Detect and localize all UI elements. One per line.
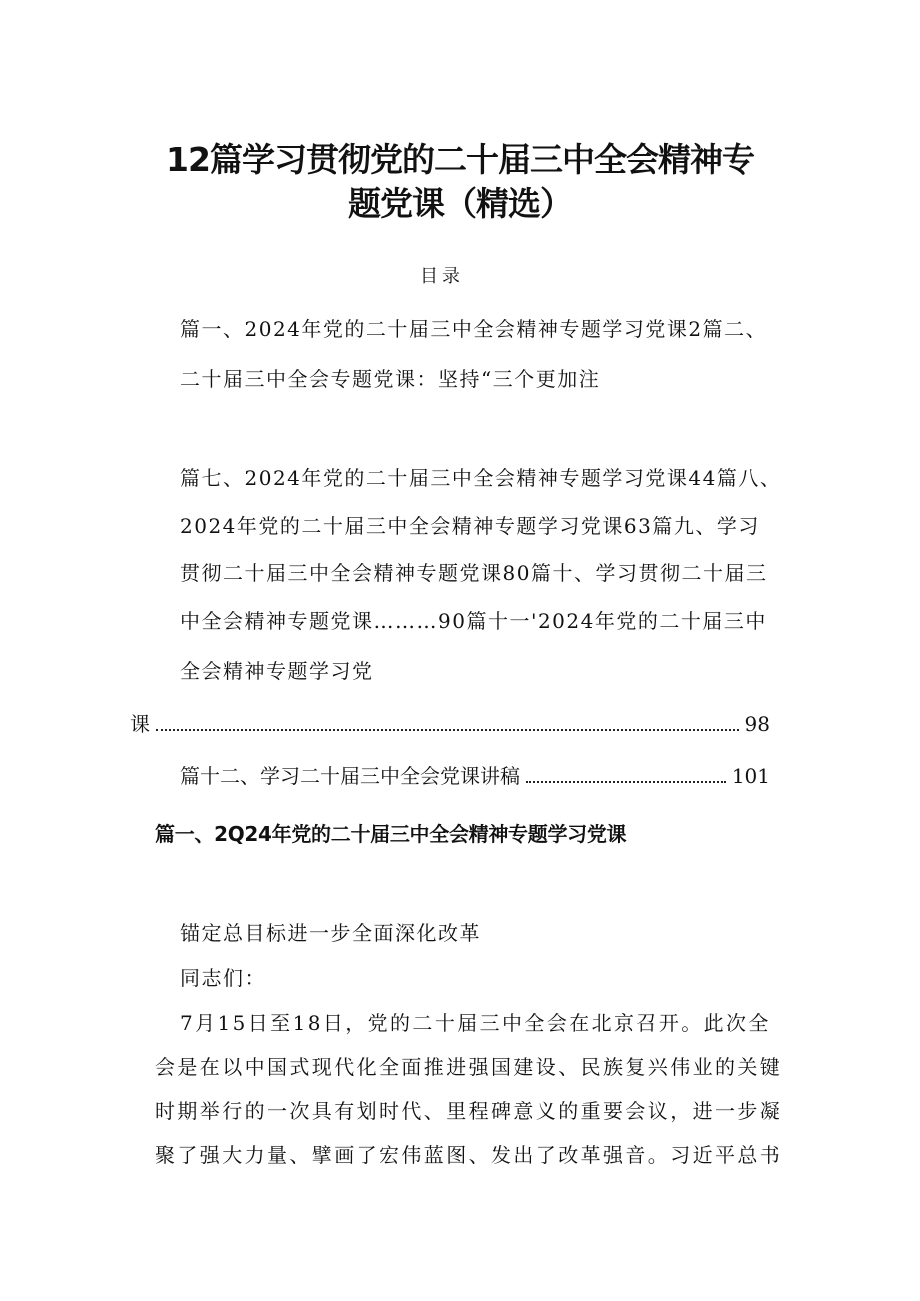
toc-entry-page: 101 <box>731 764 770 788</box>
toc-line: 贯彻二十届三中全会精神专题党课80篇十、学习贯彻二十届三 <box>180 561 768 585</box>
toc-leader-dots <box>156 729 739 731</box>
body-line: 会是在以中国式现代化全面推进强国建设、民族复兴伟业的关键 <box>155 1055 783 1079</box>
section-heading: 篇一、2Q24年党的二十届三中全会精神专题学习党课 <box>155 822 627 846</box>
toc-line: 二十届三中全会专题党课：坚持“三个更加注 <box>180 367 601 391</box>
toc-entry-label: 课 <box>130 712 150 736</box>
title-line-2: 题党课（精选） <box>348 184 572 223</box>
toc-line: 2024年党的二十届三中全会精神专题学习党课63篇九、学习 <box>180 514 760 538</box>
toc-entry <box>180 760 770 789</box>
body-line: 7月15日至18日，党的二十届三中全会在北京召开。此次全 <box>180 1011 771 1035</box>
document-title <box>150 138 770 226</box>
body-line: 聚了强大力量、擘画了宏伟蓝图、发出了改革强音。习近平总书 <box>155 1143 783 1167</box>
toc-line: 篇七、2024年党的二十届三中全会精神专题学习党课44篇八、 <box>180 466 782 490</box>
toc-line: 篇一、2024年党的二十届三中全会精神专题学习党课2篇二、 <box>180 317 768 341</box>
toc-line: 中全会精神专题党课………90篇十一'2024年党的二十届三中 <box>180 609 767 633</box>
toc-entry <box>130 708 770 737</box>
body-line: 时期举行的一次具有划时代、里程碑意义的重要会议，进一步凝 <box>155 1099 783 1123</box>
toc-entry-page: 98 <box>744 712 770 736</box>
toc-entry-label: 篇十二、学习二十届三中全会党课讲稿 <box>180 764 520 788</box>
toc-leader-dots <box>526 781 726 783</box>
toc-heading: 目录 <box>420 266 464 287</box>
title-line-1: 12篇学习贯彻党的二十届三中全会精神专 <box>166 140 754 179</box>
speech-subtitle: 锚定总目标进一步全面深化改革 <box>180 921 481 945</box>
toc-line: 全会精神专题学习党 <box>180 659 374 683</box>
salutation: 同志们： <box>180 966 266 990</box>
